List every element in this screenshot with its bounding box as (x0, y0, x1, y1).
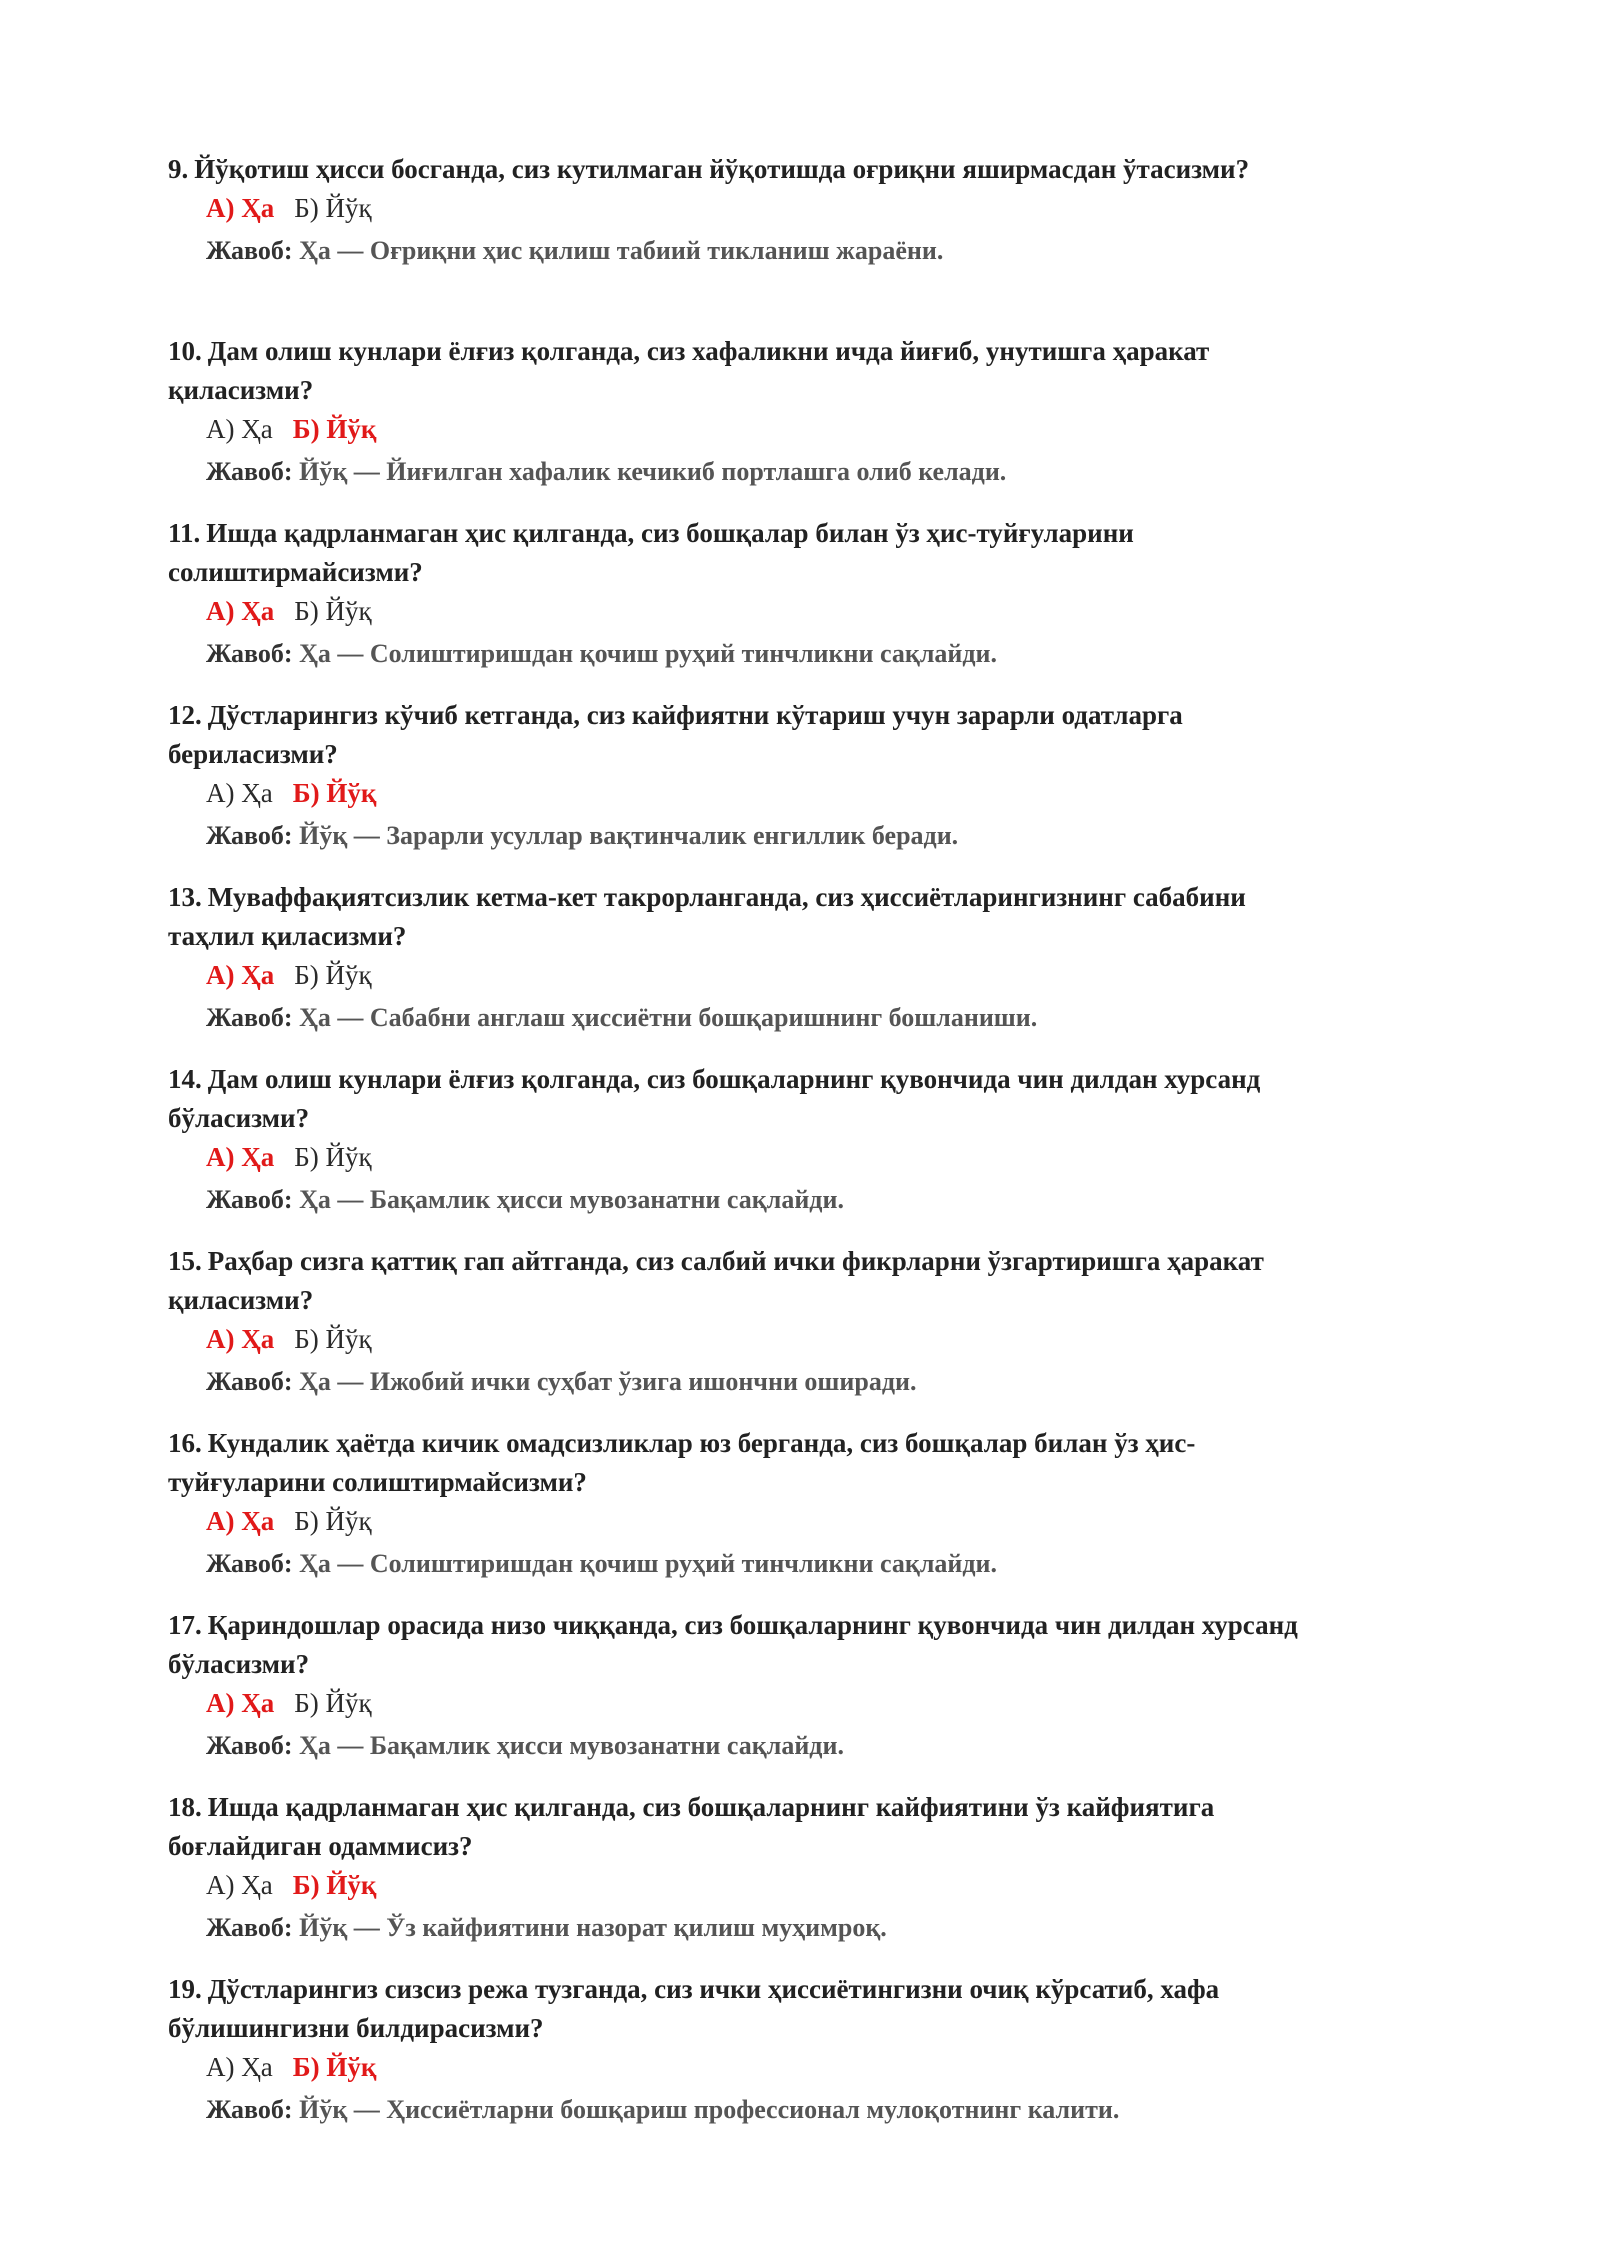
answer-line (168, 1359, 1440, 1404)
answer-options (168, 592, 1440, 631)
answer-line (168, 1905, 1440, 1950)
question-text (168, 1060, 1440, 1138)
question-number: 18. (168, 1792, 202, 1822)
question-text (168, 878, 1440, 956)
answer-label: Жавоб: (206, 2095, 293, 2124)
question-number: 16. (168, 1428, 202, 1458)
answer-options (168, 956, 1440, 995)
answer-line (168, 449, 1440, 494)
question-line: боғлайдиган одаммисиз? (168, 1831, 473, 1861)
question-block (168, 1970, 1440, 2152)
question-block (168, 1424, 1440, 1606)
answer-explanation: Йўқ — Ҳиссиётларни бошқариш профессионал мулоқотнинг калити. (299, 2095, 1120, 2124)
option-correct: А) Ҳа (206, 960, 275, 990)
answer-label: Жавоб: (206, 236, 293, 265)
answer-label: Жавоб: (206, 1185, 293, 1214)
question-block (168, 696, 1440, 878)
answer-explanation: Ҳа — Бақамлик ҳисси мувозанатни сақлайди. (299, 1731, 844, 1760)
question-line: Муваффақиятсизлик кетма-кет такрорланганда, сиз ҳиссиётларингизнинг сабабини (207, 882, 1246, 912)
option-correct: Б) Йўқ (292, 1870, 377, 1900)
question-text (168, 150, 1440, 189)
answer-label: Жавоб: (206, 1367, 293, 1396)
question-line: Қариндошлар орасида низо чиққанда, сиз бошқаларнинг қувончида чин дилдан хурсанд (207, 1610, 1298, 1640)
answer-line (168, 813, 1440, 858)
question-number: 19. (168, 1974, 202, 2004)
question-block (168, 878, 1440, 1060)
option: Б) Йўқ (294, 1688, 372, 1718)
question-line: Дам олиш кунлари ёлғиз қолганда, сиз бошқаларнинг қувончида чин дилдан хурсанд (207, 1064, 1261, 1094)
option-correct: А) Ҳа (206, 193, 275, 223)
answer-line (168, 995, 1440, 1040)
answer-label: Жавоб: (206, 1549, 293, 1578)
question-line: Дам олиш кунлари ёлғиз қолганда, сиз хафаликни ичда йиғиб, унутишга ҳаракат (207, 336, 1210, 366)
answer-explanation: Йўқ — Зарарли усуллар вақтинчалик енгиллик беради. (299, 821, 959, 850)
question-block (168, 514, 1440, 696)
question-number: 9. (168, 154, 189, 184)
question-line: Дўстларингиз сизсиз режа тузганда, сиз ички ҳиссиётингизни очиқ кўрсатиб, хафа (207, 1974, 1220, 2004)
question-line: Ишда қадрланмаган ҳис қилганда, сиз бошқалар билан ўз ҳис-туйғуларини (206, 518, 1134, 548)
answer-line (168, 1541, 1440, 1586)
answer-explanation: Йўқ — Йиғилган хафалик кечикиб портлашга олиб келади. (299, 457, 1007, 486)
question-line: туйғуларини солиштирмайсизми? (168, 1467, 587, 1497)
question-text (168, 1970, 1440, 2048)
question-text (168, 1242, 1440, 1320)
option: А) Ҳа (206, 778, 273, 808)
question-text (168, 1606, 1440, 1684)
question-number: 11. (168, 518, 201, 548)
question-text (168, 1788, 1440, 1866)
option: Б) Йўқ (294, 1506, 372, 1536)
option: Б) Йўқ (294, 596, 372, 626)
question-line: Йўқотиш ҳисси босганда, сиз кутилмаган йўқотишда оғриқни яширмасдан ўтасизми? (194, 154, 1250, 184)
answer-label: Жавоб: (206, 1913, 293, 1942)
answer-options (168, 1502, 1440, 1541)
option: А) Ҳа (206, 1870, 273, 1900)
answer-options (168, 1684, 1440, 1723)
answer-options (168, 189, 1440, 228)
option: А) Ҳа (206, 2052, 273, 2082)
answer-explanation: Ҳа — Солиштиришдан қочиш руҳий тинчликни сақлайди. (299, 639, 998, 668)
question-block (168, 1242, 1440, 1424)
answer-line (168, 228, 1440, 273)
option-correct: А) Ҳа (206, 1688, 275, 1718)
question-line: Раҳбар сизга қаттиқ гап айтганда, сиз салбий ички фикрларни ўзгартиришга ҳаракат (207, 1246, 1264, 1276)
question-line: солиштирмайсизми? (168, 557, 423, 587)
question-line: бўлишингизни билдирасизми? (168, 2013, 544, 2043)
option-correct: А) Ҳа (206, 1324, 275, 1354)
answer-line (168, 1177, 1440, 1222)
option-correct: Б) Йўқ (292, 778, 377, 808)
answer-explanation: Ҳа — Солиштиришдан қочиш руҳий тинчликни сақлайди. (299, 1549, 998, 1578)
option-correct: А) Ҳа (206, 1142, 275, 1172)
answer-options (168, 1866, 1440, 1905)
answer-explanation: Йўқ — Ўз кайфиятини назорат қилиш муҳимроқ. (299, 1913, 887, 1942)
question-block (168, 332, 1440, 514)
question-line: Ишда қадрланмаган ҳис қилганда, сиз бошқаларнинг кайфиятини ўз кайфиятига (207, 1792, 1215, 1822)
question-number: 17. (168, 1610, 202, 1640)
question-text (168, 696, 1440, 774)
option: Б) Йўқ (294, 960, 372, 990)
question-line: қиласизми? (168, 1285, 314, 1315)
question-block (168, 150, 1440, 332)
answer-line (168, 631, 1440, 676)
question-list (168, 150, 1440, 2152)
option: А) Ҳа (206, 414, 273, 444)
question-line: таҳлил қиласизми? (168, 921, 407, 951)
question-text (168, 514, 1440, 592)
answer-label: Жавоб: (206, 639, 293, 668)
question-line: қиласизми? (168, 375, 314, 405)
answer-options (168, 410, 1440, 449)
answer-options (168, 774, 1440, 813)
option: Б) Йўқ (294, 1142, 372, 1172)
question-text (168, 1424, 1440, 1502)
answer-explanation: Ҳа — Сабабни англаш ҳиссиётни бошқаришнинг бошланиши. (299, 1003, 1038, 1032)
option-correct: Б) Йўқ (292, 414, 377, 444)
answer-explanation: Ҳа — Оғриқни ҳис қилиш табиий тикланиш жараёни. (299, 236, 944, 265)
answer-explanation: Ҳа — Бақамлик ҳисси мувозанатни сақлайди. (299, 1185, 844, 1214)
answer-line (168, 1723, 1440, 1768)
answer-explanation: Ҳа — Ижобий ички суҳбат ўзига ишончни оширади. (299, 1367, 917, 1396)
question-number: 14. (168, 1064, 202, 1094)
option-correct: Б) Йўқ (292, 2052, 377, 2082)
question-number: 13. (168, 882, 202, 912)
question-block (168, 1788, 1440, 1970)
question-line: бериласизми? (168, 739, 338, 769)
answer-options (168, 2048, 1440, 2087)
option-correct: А) Ҳа (206, 1506, 275, 1536)
question-block (168, 1606, 1440, 1788)
question-number: 15. (168, 1246, 202, 1276)
answer-label: Жавоб: (206, 821, 293, 850)
question-text (168, 332, 1440, 410)
option: Б) Йўқ (294, 1324, 372, 1354)
answer-options (168, 1138, 1440, 1177)
question-block (168, 1060, 1440, 1242)
answer-line (168, 2087, 1440, 2132)
option: Б) Йўқ (294, 193, 372, 223)
answer-label: Жавоб: (206, 1731, 293, 1760)
answer-label: Жавоб: (206, 1003, 293, 1032)
question-line: бўласизми? (168, 1103, 310, 1133)
question-line: бўласизми? (168, 1649, 310, 1679)
option-correct: А) Ҳа (206, 596, 275, 626)
question-number: 10. (168, 336, 202, 366)
question-line: Кундалик ҳаётда кичик омадсизликлар юз берганда, сиз бошқалар билан ўз ҳис- (207, 1428, 1196, 1458)
question-number: 12. (168, 700, 202, 730)
question-line: Дўстларингиз кўчиб кетганда, сиз кайфиятни кўтариш учун зарарли одатларга (207, 700, 1183, 730)
answer-label: Жавоб: (206, 457, 293, 486)
answer-options (168, 1320, 1440, 1359)
